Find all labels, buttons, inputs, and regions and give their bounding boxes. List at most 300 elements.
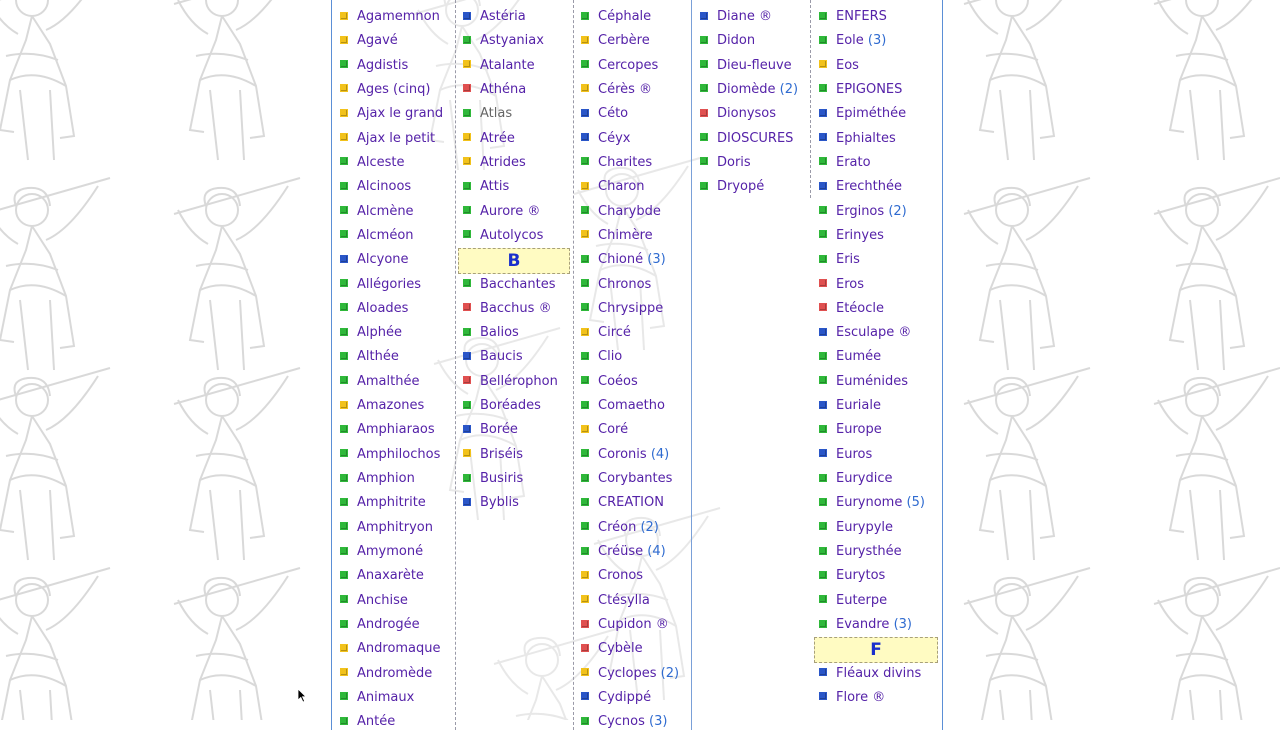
bullet-square-icon [340, 109, 348, 117]
bullet-square-icon [700, 36, 708, 44]
entry-link[interactable] [340, 275, 421, 295]
entry-link[interactable] [700, 104, 776, 124]
entry-link[interactable] [340, 566, 424, 586]
entry-link[interactable] [581, 688, 651, 708]
entry-label: Atlas [480, 106, 513, 122]
bullet-square-icon [819, 328, 827, 336]
entry-label: Agdistis [357, 57, 409, 73]
entry-label: Europe [836, 422, 882, 438]
entry-link[interactable] [819, 372, 908, 392]
entry-label: Etéocle [836, 300, 885, 316]
entry-label: Céto [598, 106, 629, 122]
entry-label: Cupidon ® [598, 617, 669, 632]
entry-label: Didon [717, 33, 756, 49]
entry-link[interactable] [340, 226, 414, 246]
bullet-square-icon [340, 12, 348, 20]
entry-label: Eros [836, 276, 864, 292]
entry-label: Comaetho [598, 398, 665, 414]
entry-link[interactable] [463, 104, 512, 124]
entry-link[interactable] [463, 80, 526, 100]
entry-link[interactable] [340, 129, 435, 149]
bullet-square-icon [581, 547, 589, 555]
entry-label: EPIGONES [836, 81, 903, 97]
entry-link[interactable] [340, 104, 443, 124]
entry-label: Cyclopes [598, 665, 657, 681]
entry-link[interactable] [463, 275, 556, 295]
entry-link[interactable] [463, 469, 523, 489]
entry-label: Athéna [480, 81, 527, 97]
entry-label: Busiris [480, 471, 524, 487]
entry-link[interactable] [819, 153, 871, 173]
warrior-watermark-icon [160, 360, 310, 590]
entry-link[interactable] [463, 396, 541, 416]
bullet-square-icon [463, 84, 471, 92]
entry-link[interactable] [340, 469, 415, 489]
entry-label: Ages (cinq) [357, 81, 431, 97]
mythology-index-panel [331, 0, 943, 730]
entry-link[interactable] [340, 542, 423, 562]
entry-link[interactable] [819, 445, 872, 465]
entry-label: Attis [480, 179, 510, 195]
entry-label: Céyx [598, 130, 631, 146]
entry-label: Aurore ® [480, 203, 541, 219]
entry-link[interactable] [340, 323, 402, 343]
bullet-square-icon [340, 717, 348, 725]
entry-link[interactable] [340, 518, 433, 538]
entry-label: Epiméthée [836, 106, 907, 122]
entry-link[interactable] [581, 153, 652, 173]
bullet-square-icon [819, 668, 827, 676]
entry-link[interactable] [340, 420, 435, 440]
bullet-square-icon [581, 717, 589, 725]
entry-link[interactable] [581, 396, 665, 416]
entry-link[interactable] [581, 372, 638, 392]
entry-link[interactable] [581, 420, 628, 440]
bullet-square-icon [463, 474, 471, 482]
bullet-square-icon [700, 12, 708, 20]
entry-label: Antée [357, 714, 396, 730]
bullet-square-icon [463, 328, 471, 336]
entry-link[interactable] [700, 129, 793, 149]
entry-link[interactable] [340, 347, 399, 367]
bullet-square-icon [340, 157, 348, 165]
entry-link[interactable] [819, 56, 859, 76]
entry-label: Cronos [598, 568, 644, 584]
entry-link[interactable] [340, 7, 440, 27]
entry-link[interactable] [340, 80, 430, 100]
bullet-square-icon [581, 668, 589, 676]
entry-link[interactable] [463, 299, 552, 319]
entry-link[interactable] [819, 275, 864, 295]
entry-link[interactable] [819, 688, 885, 708]
entry-label: Ajax le petit [357, 130, 436, 146]
entry-link[interactable] [581, 275, 651, 295]
entry-link[interactable] [581, 445, 669, 465]
entry-label: Euménides [836, 373, 908, 389]
entry-link[interactable] [819, 31, 886, 51]
bullet-square-icon [463, 303, 471, 311]
bullet-square-icon [819, 571, 827, 579]
bullet-square-icon [463, 206, 471, 214]
entry-label: Borée [480, 422, 518, 438]
entry-label: Alphée [357, 325, 402, 341]
entry-link[interactable] [819, 299, 884, 319]
bullet-square-icon [463, 157, 471, 165]
entry-label: Cydippé [598, 689, 652, 705]
entry-link[interactable] [581, 347, 622, 367]
entry-link[interactable] [581, 56, 658, 76]
entry-link[interactable] [819, 566, 885, 586]
entry-link[interactable] [819, 347, 881, 367]
entry-link[interactable] [581, 129, 630, 149]
bullet-square-icon [340, 692, 348, 700]
entry-label: Ephialtes [836, 130, 896, 146]
entry-link[interactable] [819, 542, 902, 562]
entry-label: Amymoné [357, 544, 424, 560]
warrior-watermark-icon [160, 0, 310, 190]
entry-link[interactable] [819, 129, 896, 149]
bullet-square-icon [340, 133, 348, 141]
section-header-b: B [458, 248, 570, 274]
entry-link[interactable] [463, 372, 558, 392]
entry-label: Chronos [598, 276, 652, 292]
bullet-square-icon [463, 425, 471, 433]
entry-link[interactable] [819, 7, 887, 27]
entry-link[interactable] [700, 31, 755, 51]
entry-label: Alcmène [357, 203, 414, 219]
entry-link[interactable] [340, 299, 408, 319]
bullet-square-icon [819, 692, 827, 700]
bullet-square-icon [581, 644, 589, 652]
bullet-square-icon [340, 206, 348, 214]
entry-link[interactable] [581, 591, 650, 611]
bullet-square-icon [581, 84, 589, 92]
entry-link[interactable] [340, 153, 405, 173]
entry-link[interactable] [581, 493, 664, 513]
entry-link[interactable] [700, 80, 798, 100]
bullet-square-icon [340, 182, 348, 190]
entry-label: Fléaux divins [836, 665, 922, 681]
entry-label: Erginos [836, 203, 885, 219]
entry-link[interactable] [463, 56, 535, 76]
entry-label: Alcméon [357, 227, 414, 243]
entry-label: Amphilochos [357, 446, 441, 462]
bullet-square-icon [819, 12, 827, 20]
entry-link[interactable] [463, 129, 515, 149]
bullet-square-icon [463, 352, 471, 360]
entry-link[interactable] [581, 202, 661, 222]
bullet-square-icon [463, 401, 471, 409]
entry-link[interactable] [463, 31, 544, 51]
bullet-square-icon [340, 303, 348, 311]
entry-link[interactable] [581, 639, 643, 659]
entry-link[interactable] [463, 323, 519, 343]
bullet-square-icon [463, 376, 471, 384]
entry-label: Aloades [357, 300, 409, 316]
bullet-square-icon [819, 376, 827, 384]
bullet-square-icon [581, 425, 589, 433]
entry-link[interactable] [340, 615, 420, 635]
entry-label: Agavé [357, 33, 398, 49]
bullet-square-icon [581, 133, 589, 141]
entry-link[interactable] [340, 250, 409, 270]
entry-label: Eurysthée [836, 544, 902, 560]
bullet-square-icon [581, 328, 589, 336]
entry-link[interactable] [340, 372, 419, 392]
bullet-square-icon [340, 474, 348, 482]
entry-link[interactable] [340, 493, 426, 513]
entry-label: Euriale [836, 398, 881, 414]
bullet-square-icon [581, 376, 589, 384]
entry-link[interactable] [581, 80, 652, 100]
bullet-square-icon [700, 182, 708, 190]
entry-label: Evandre [836, 617, 890, 632]
entry-link[interactable] [463, 420, 518, 440]
bullet-square-icon [700, 60, 708, 68]
warrior-watermark-icon [0, 0, 120, 190]
entry-label: Dryopé [717, 179, 765, 195]
bullet-square-icon [819, 522, 827, 530]
bullet-square-icon [819, 255, 827, 263]
entry-label: Charybde [598, 203, 661, 219]
entry-label: Eos [836, 57, 859, 73]
bullet-square-icon [340, 644, 348, 652]
bullet-square-icon [340, 498, 348, 506]
entry-label: Atrides [480, 154, 526, 170]
bullet-square-icon [463, 498, 471, 506]
entry-label: Amazones [357, 398, 425, 414]
entry-link[interactable] [819, 250, 860, 270]
entry-label: Alcinoos [357, 179, 412, 195]
entry-label: Balios [480, 325, 519, 341]
entry-link[interactable] [463, 226, 543, 246]
entry-label: Cybèle [598, 641, 643, 657]
entry-link[interactable] [819, 664, 921, 684]
entry-label: Doris [717, 154, 751, 170]
entry-label: Euterpe [836, 592, 888, 608]
entry-label: Flore ® [836, 689, 886, 705]
bullet-square-icon [819, 401, 827, 409]
entry-count: (2) [640, 519, 659, 535]
bullet-square-icon [340, 668, 348, 676]
entry-link[interactable] [819, 202, 907, 222]
entry-label: DIOSCURES [717, 130, 794, 146]
entry-link[interactable] [340, 445, 440, 465]
entry-link[interactable] [463, 7, 526, 27]
entry-label: Agamemnon [357, 9, 440, 24]
entry-label: Ctésylla [598, 592, 650, 608]
entry-label: ENFERS [836, 9, 887, 24]
bullet-square-icon [819, 133, 827, 141]
entry-label: Euros [836, 446, 873, 462]
entry-label: Créüse [598, 544, 644, 560]
entry-link[interactable] [581, 323, 631, 343]
bullet-square-icon [581, 109, 589, 117]
entry-link[interactable] [700, 177, 764, 197]
entry-label: Eurytos [836, 568, 886, 584]
bullet-square-icon [340, 60, 348, 68]
entry-label: Dionysos [717, 106, 777, 122]
bullet-square-icon [819, 547, 827, 555]
entry-link[interactable] [581, 7, 651, 27]
bullet-square-icon [463, 182, 471, 190]
entry-link[interactable] [581, 712, 667, 732]
bullet-square-icon [340, 595, 348, 603]
entry-link[interactable] [581, 226, 653, 246]
entry-label: Amphitryon [357, 519, 433, 535]
entry-link[interactable] [463, 347, 523, 367]
entry-link[interactable] [581, 518, 659, 538]
bullet-square-icon [581, 595, 589, 603]
entry-link[interactable] [700, 7, 772, 27]
entry-link[interactable] [819, 226, 884, 246]
bullet-square-icon [581, 474, 589, 482]
entry-label: Coré [598, 422, 629, 438]
bullet-square-icon [819, 109, 827, 117]
entry-link[interactable] [581, 664, 679, 684]
entry-link[interactable] [819, 518, 893, 538]
entry-link[interactable] [581, 31, 650, 51]
entry-link[interactable] [819, 104, 906, 124]
bullet-square-icon [463, 449, 471, 457]
entry-link[interactable] [819, 396, 881, 416]
entry-label: Astyaniax [480, 33, 544, 49]
entry-link[interactable] [340, 664, 432, 684]
entry-label: Eurypyle [836, 519, 894, 535]
entry-label: Eurydice [836, 471, 893, 487]
entry-link[interactable] [581, 566, 643, 586]
entry-link[interactable] [463, 177, 509, 197]
bullet-square-icon [819, 474, 827, 482]
bullet-square-icon [819, 157, 827, 165]
bullet-square-icon [819, 449, 827, 457]
entry-link[interactable] [819, 591, 887, 611]
entry-label: Chioné [598, 252, 644, 268]
entry-label: Allégories [357, 276, 422, 292]
entry-link[interactable] [463, 202, 540, 222]
bullet-square-icon [819, 595, 827, 603]
entry-link[interactable] [581, 469, 672, 489]
entry-link[interactable] [581, 299, 663, 319]
entry-label: Alceste [357, 154, 405, 170]
entry-count: (2) [660, 665, 680, 681]
entry-label: Créon [598, 519, 637, 535]
entry-link[interactable] [700, 153, 751, 173]
entry-count: (2) [779, 81, 799, 97]
entry-label: Chimère [598, 227, 653, 243]
entry-label: Céphale [598, 9, 652, 24]
entry-label: Eris [836, 252, 860, 268]
bullet-square-icon [340, 571, 348, 579]
entry-label: Charon [598, 179, 645, 195]
entry-label: Althée [357, 349, 399, 365]
entry-link[interactable] [819, 323, 911, 343]
entry-label: Amphion [357, 471, 415, 487]
entry-link[interactable] [581, 542, 666, 562]
entry-label: Bacchus ® [480, 300, 552, 316]
bullet-square-icon [340, 328, 348, 336]
entry-link[interactable] [340, 177, 411, 197]
entry-count: (2) [888, 203, 907, 219]
entry-link[interactable] [340, 396, 424, 416]
entry-label: Eumée [836, 349, 882, 365]
entry-link[interactable] [819, 177, 902, 197]
entry-label: CREATION [598, 495, 664, 511]
entry-link[interactable] [819, 615, 912, 635]
bullet-square-icon [819, 230, 827, 238]
bullet-square-icon [340, 84, 348, 92]
bullet-square-icon [581, 352, 589, 360]
entry-label: Androgée [357, 617, 420, 632]
entry-link[interactable] [463, 493, 519, 513]
entry-link[interactable] [581, 615, 669, 635]
bullet-square-icon [581, 60, 589, 68]
bullet-square-icon [819, 182, 827, 190]
bullet-square-icon [581, 182, 589, 190]
entry-link[interactable] [340, 712, 395, 732]
entry-link[interactable] [463, 153, 526, 173]
bullet-square-icon [581, 692, 589, 700]
bullet-square-icon [340, 547, 348, 555]
entry-count: (3) [649, 714, 668, 730]
warrior-watermark-icon [1140, 0, 1280, 190]
bullet-square-icon [581, 620, 589, 628]
bullet-square-icon [819, 206, 827, 214]
entry-label: Erechthée [836, 179, 902, 195]
bullet-square-icon [700, 157, 708, 165]
entry-label: Cérès ® [598, 81, 653, 97]
entry-link[interactable] [819, 469, 893, 489]
entry-link[interactable] [581, 177, 645, 197]
entry-link[interactable] [340, 56, 408, 76]
entry-label: Animaux [357, 689, 415, 705]
bullet-square-icon [581, 571, 589, 579]
entry-count: (4) [647, 544, 666, 560]
bullet-square-icon [463, 36, 471, 44]
entry-label: Byblis [480, 495, 519, 511]
entry-link[interactable] [340, 31, 398, 51]
entry-link[interactable] [463, 445, 523, 465]
bullet-square-icon [581, 36, 589, 44]
entry-label: Corybantes [598, 471, 673, 487]
entry-count: (3) [893, 617, 912, 632]
entry-link[interactable] [581, 104, 628, 124]
bullet-square-icon [340, 36, 348, 44]
bullet-square-icon [340, 255, 348, 263]
bullet-square-icon [581, 230, 589, 238]
entry-link[interactable] [819, 493, 925, 513]
warrior-watermark-icon [0, 360, 120, 590]
bullet-square-icon [463, 230, 471, 238]
entry-link[interactable] [340, 591, 408, 611]
entry-label: Coronis [598, 446, 647, 462]
entry-link[interactable] [340, 202, 414, 222]
entry-label: Diomède [717, 81, 776, 97]
entry-link[interactable] [819, 420, 882, 440]
entry-link[interactable] [700, 56, 792, 76]
entry-link[interactable] [819, 80, 902, 100]
bullet-square-icon [819, 84, 827, 92]
entry-label: Erinyes [836, 227, 884, 243]
entry-link[interactable] [340, 688, 414, 708]
entry-label: Baucis [480, 349, 523, 365]
entry-label: Atrée [480, 130, 515, 146]
entry-link[interactable] [340, 639, 441, 659]
bullet-square-icon [819, 352, 827, 360]
bullet-square-icon [819, 60, 827, 68]
entry-link[interactable] [581, 250, 666, 270]
entry-label: Esculape ® [836, 325, 912, 341]
